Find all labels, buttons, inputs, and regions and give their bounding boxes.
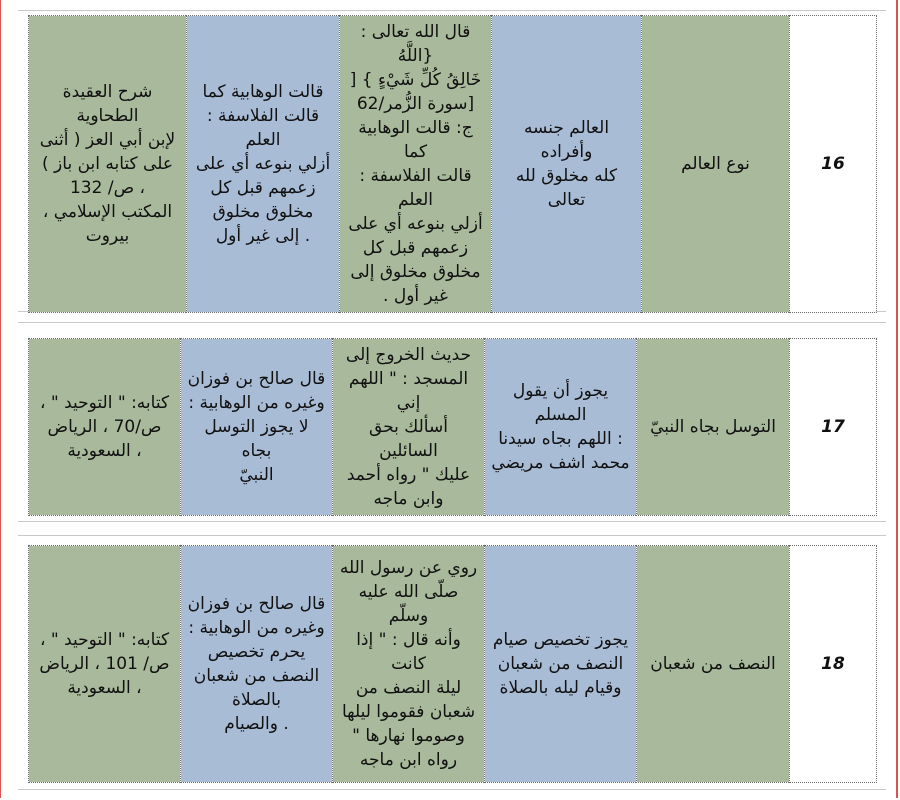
wahhabi-belief-cell: قال صالح بن فوزان وغيره من الوهابية : يحرم تخصيص النصف من شعبان بالصلاة . والصيام — [181, 546, 333, 783]
table-row-16 — [28, 15, 877, 313]
table-row-17 — [28, 338, 877, 516]
source-cell: كتابه: " التوحيد " ، ص/70 ، الرياض ، السعودية — [29, 339, 181, 516]
source-cell: كتابه: " التوحيد " ، ص/ 101 ، الرياض ، السعودية — [29, 546, 181, 783]
evidence-cell: حديث الخروج إلى المسجد : " اللهم إني أسألك بحق السائلين عليك " رواه أحمد وابن ماجه — [333, 339, 485, 516]
sunni-belief-cell: يجوز تخصيص صيام النصف من شعبان وقيام ليله بالصلاة — [485, 546, 637, 783]
topic-cell: التوسل بجاه النبيّ — [637, 339, 790, 516]
wahhabi-belief-cell: قال صالح بن فوزان وغيره من الوهابية : لا يجوز التوسل بجاه النبيّ — [181, 339, 333, 516]
topic-cell: نوع العالم — [642, 16, 790, 313]
wahhabi-belief-cell: قالت الوهابية كما قالت الفلاسفة : العلم أزلي بنوعه أي على زعمهم قبل كل مخلوق مخلوق . إلى غير أول — [187, 16, 340, 313]
sunni-belief-cell: يجوز أن يقول المسلم : اللهم بجاه سيدنا محمد اشف مريضي — [485, 339, 637, 516]
row-number: 17 — [790, 339, 877, 516]
evidence-cell: روي عن رسول الله صلّى الله عليه وسلّم وأنه قال : " إذا كانت ليلة النصف من شعبان فقوموا ليلها وصوموا نهارها " رواه ابن ماجه — [333, 546, 485, 783]
row-number: 18 — [790, 546, 877, 783]
topic-cell: النصف من شعبان — [637, 546, 790, 783]
row-number: 16 — [790, 16, 877, 313]
sunni-belief-cell: العالم جنسه وأفراده كله مخلوق لله تعالى — [492, 16, 642, 313]
source-cell: شرح العقيدة الطحاوية لإبن أبي العز ( أثنى على كتابه ابن باز ) ، ص/ 132 المكتب الإسلامي ، بيروت — [29, 16, 187, 313]
evidence-cell: قال الله تعالى : {اللَّهُ خَالِقُ كُلِّ شَيْءٍ } [ [سورة الزُّمر/62 ج: قالت الوهابية كما قالت الفلاسفة : العلم أزلي بنوعه أي على زعمهم قبل كل مخلوق مخلوق إلى غير أول . — [340, 16, 492, 313]
table-row-18 — [28, 545, 877, 783]
